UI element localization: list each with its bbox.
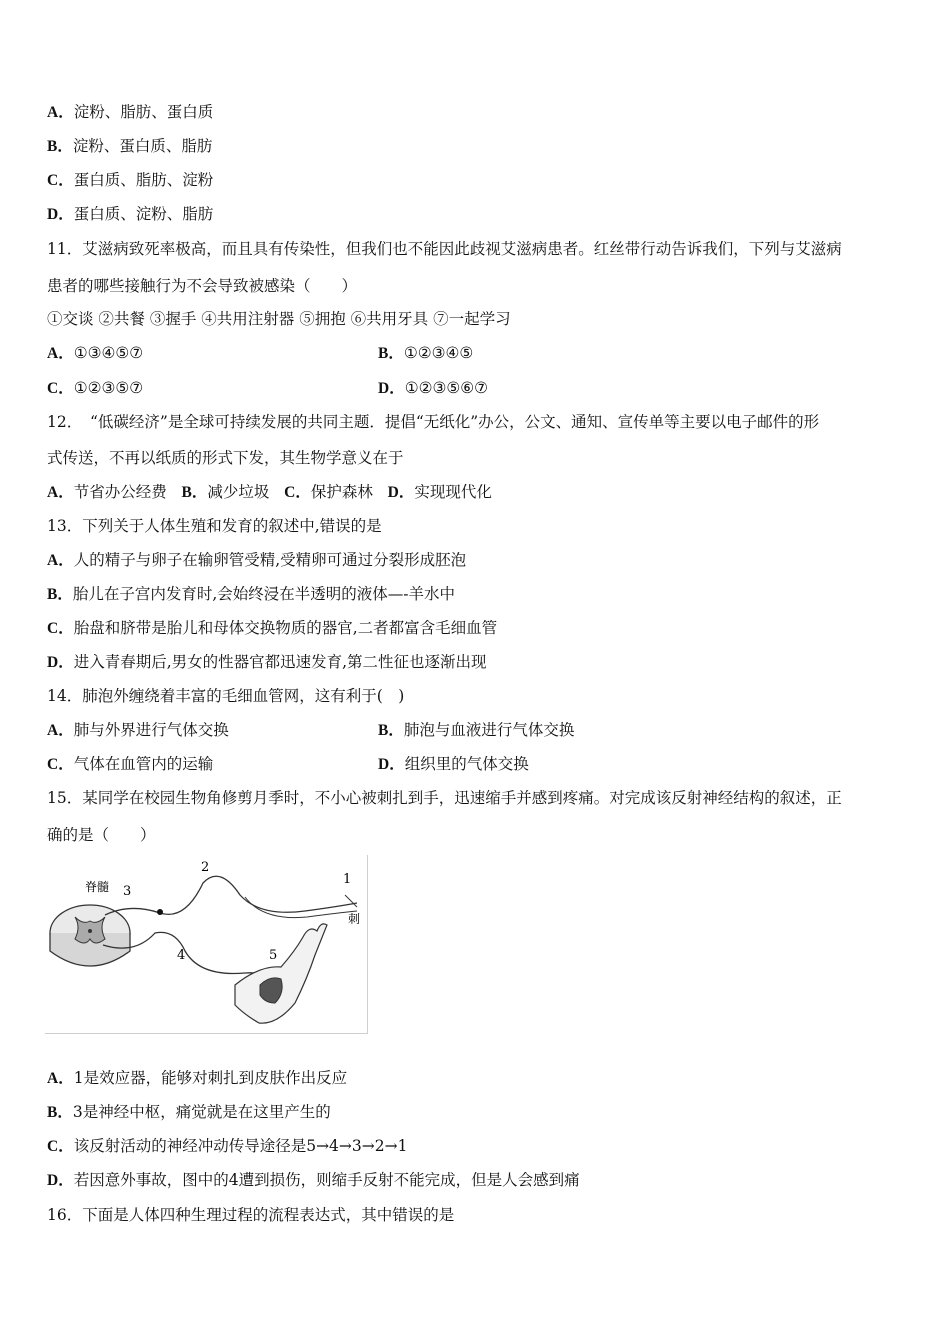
ganglion-dot bbox=[157, 909, 163, 915]
option-label: B． bbox=[378, 345, 404, 362]
q13-option-c bbox=[47, 618, 497, 639]
label-3: 3 bbox=[123, 884, 132, 899]
q12-options bbox=[47, 482, 492, 503]
q15-option-b bbox=[47, 1102, 331, 1123]
option-label: C． bbox=[47, 1138, 74, 1155]
q10-option-a bbox=[47, 102, 213, 123]
option-text: 进入青春期后,男女的性器官都迅速发育,第二性征也逐渐出现 bbox=[73, 653, 487, 671]
q13-stem: 13．下列关于人体生殖和发育的叙述中,错误的是 bbox=[47, 517, 382, 535]
q14-option-a bbox=[47, 720, 229, 741]
q11-stem-line1: 11．艾滋病致死率极高，而且具有传染性，但我们也不能因此歧视艾滋病患者。红丝带行动告诉我们，下列与艾滋病 bbox=[47, 240, 842, 258]
q12-stem-line2: 式传送，不再以纸质的形式下发，其生物学意义在于 bbox=[47, 449, 404, 467]
option-label: C． bbox=[47, 380, 74, 397]
option-text: 人的精子与卵子在输卵管受精,受精卵可通过分裂形成胚泡 bbox=[73, 551, 467, 569]
option-text: ①③④⑤⑦ bbox=[73, 344, 144, 362]
option-text: 3是神经中枢，痛觉就是在这里产生的 bbox=[72, 1103, 331, 1121]
option-label: D． bbox=[378, 756, 405, 773]
option-text: 胎儿在子宫内发育时,会始终浸在半透明的液体—-羊水中 bbox=[72, 585, 456, 603]
option-label: C． bbox=[47, 172, 74, 189]
q14-stem: 14．肺泡外缠绕着丰富的毛细血管网，这有利于( ) bbox=[47, 687, 405, 705]
q10-option-d bbox=[47, 204, 213, 225]
option-label: B． bbox=[378, 722, 404, 739]
option-text: 蛋白质、脂肪、淀粉 bbox=[73, 171, 214, 189]
option-label: A． bbox=[47, 1070, 74, 1087]
option-text: ①②③④⑤ bbox=[403, 344, 474, 362]
option-label: A． bbox=[47, 722, 74, 739]
option-text: 肺泡与血液进行气体交换 bbox=[403, 721, 575, 739]
q12-stem-line1: 12． “低碳经济”是全球可持续发展的共同主题．提倡“无纸化”办公，公文、通知、宣传单等主要以电子邮件的形 bbox=[47, 413, 820, 431]
label-spinal-cord: 脊髓 bbox=[85, 880, 110, 894]
option-label: D． bbox=[47, 654, 74, 671]
q13-option-b bbox=[47, 584, 455, 605]
option-label: C． bbox=[284, 484, 311, 501]
option-text: 淀粉、蛋白质、脂肪 bbox=[72, 137, 213, 155]
q11-option-c bbox=[47, 378, 143, 399]
option-text: 淀粉、脂肪、蛋白质 bbox=[73, 103, 214, 121]
label-thorn: 刺 bbox=[348, 912, 361, 926]
option-text: 气体在血管内的运输 bbox=[73, 755, 214, 773]
q14-option-c bbox=[47, 754, 213, 775]
option-label: A． bbox=[47, 552, 74, 569]
q11-stem-line2: 患者的哪些接触行为不会导致被感染（ ） bbox=[47, 277, 358, 295]
label-1: 1 bbox=[343, 872, 352, 887]
q16-stem: 16．下面是人体四种生理过程的流程表达式，其中错误的是 bbox=[47, 1206, 455, 1224]
q15-option-c bbox=[47, 1136, 407, 1157]
option-label: A． bbox=[47, 484, 74, 501]
option-label: B． bbox=[47, 1104, 73, 1121]
option-text: 该反射活动的神经冲动传导途径是5→4→3→2→1 bbox=[73, 1137, 408, 1155]
option-label: D． bbox=[378, 380, 405, 397]
option-label: D． bbox=[387, 484, 415, 501]
q11-stem-line3: ①交谈 ②共餐 ③握手 ④共用注射器 ⑤拥抱 ⑥共用牙具 ⑦一起学习 bbox=[47, 310, 511, 328]
option-text: ①②③⑤⑦ bbox=[73, 379, 144, 397]
option-label: A． bbox=[47, 345, 74, 362]
q13-option-d bbox=[47, 652, 487, 673]
q15-stem-line1: 15．某同学在校园生物角修剪月季时，不小心被刺扎到手，迅速缩手并感到疼痛。对完成该反射神经结构的叙述，正 bbox=[47, 789, 842, 807]
option-label: D． bbox=[47, 1172, 74, 1189]
q13-option-a bbox=[47, 550, 466, 571]
q14-option-b bbox=[378, 720, 574, 741]
q10-option-b bbox=[47, 136, 212, 157]
q11-option-d bbox=[378, 378, 488, 399]
option-label: C． bbox=[47, 756, 74, 773]
q11-option-b bbox=[378, 343, 473, 364]
q15-option-a bbox=[47, 1068, 347, 1089]
option-label: C． bbox=[47, 620, 74, 637]
reflex-arc-diagram bbox=[45, 855, 367, 1033]
label-5: 5 bbox=[269, 948, 278, 963]
option-text: ①②③⑤⑥⑦ bbox=[404, 379, 489, 397]
option-text: 若因意外事故，图中的4遭到损伤，则缩手反射不能完成，但是人会感到痛 bbox=[73, 1171, 580, 1189]
option-text: 胎盘和脐带是胎儿和母体交换物质的器官,二者都富含毛细血管 bbox=[73, 619, 498, 637]
option-text: 肺与外界进行气体交换 bbox=[73, 721, 229, 739]
q15-stem-line2: 确的是（ ） bbox=[47, 826, 156, 844]
option-label: A． bbox=[47, 104, 74, 121]
option-text: 1是效应器，能够对刺扎到皮肤作出反应 bbox=[73, 1069, 348, 1087]
afferent-nerve-line bbox=[105, 876, 357, 915]
q10-option-c bbox=[47, 170, 213, 191]
option-label: B． bbox=[47, 586, 73, 603]
option-label: B． bbox=[47, 138, 73, 155]
q14-option-d bbox=[378, 754, 529, 775]
option-label: D． bbox=[47, 206, 74, 223]
spinal-cord-illustration bbox=[50, 905, 130, 966]
q11-option-a bbox=[47, 343, 143, 364]
option-text: 实现现代化 bbox=[414, 483, 492, 501]
label-2: 2 bbox=[201, 860, 210, 875]
option-text: 组织里的气体交换 bbox=[404, 755, 529, 773]
label-4: 4 bbox=[177, 948, 186, 963]
option-text: 节省办公经费 bbox=[73, 483, 167, 501]
option-label: B． bbox=[181, 484, 208, 501]
q15-option-d bbox=[47, 1170, 580, 1191]
option-text: 蛋白质、淀粉、脂肪 bbox=[73, 205, 214, 223]
reflex-arc-figure bbox=[45, 855, 368, 1034]
arm-illustration bbox=[235, 924, 327, 1023]
option-text: 减少垃圾 bbox=[207, 483, 270, 501]
option-text: 保护森林 bbox=[310, 483, 373, 501]
